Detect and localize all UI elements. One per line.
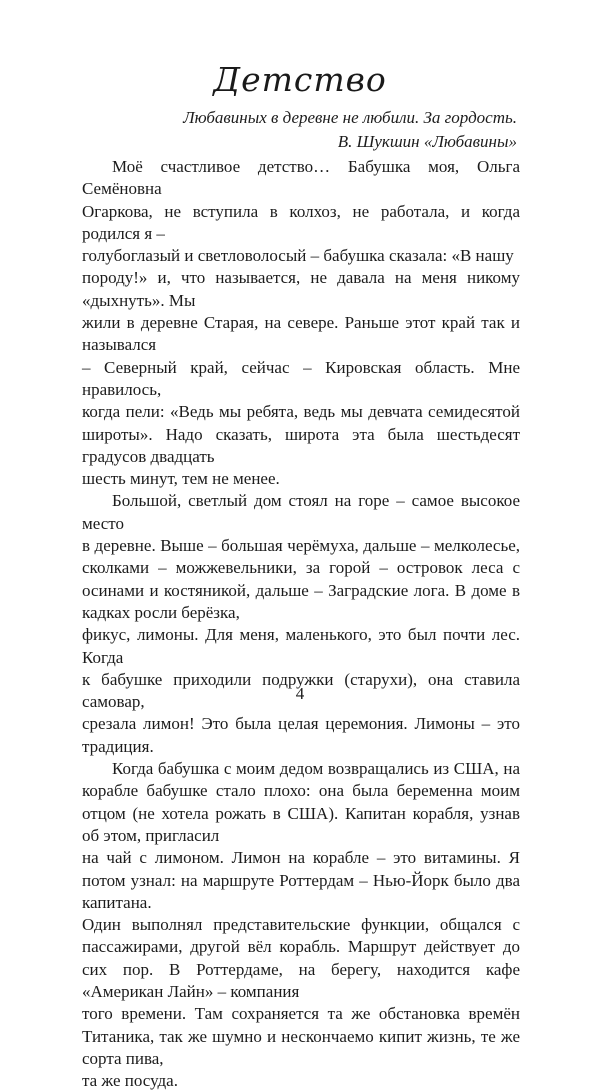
page-number: 4 xyxy=(295,684,305,703)
chapter-title: Детство xyxy=(213,60,387,99)
body-text xyxy=(82,156,520,1092)
paragraph: Большой, светлый дом стоял на горе – самое высокое место в деревне. Выше – большая черёмуха, дальше – мелколесье, сколками – можжевельники, за горой – островок леса с осинами и костяникой, дальше – Заградские лога. В доме в кадках росли берёзка, фикус, лимоны. Для меня, маленького, это был почти лес. Когда к бабушке приходили подружки (старухи), она ставила самовар, срезала лимон! Это была целая церемония. Лимоны – это традиция. xyxy=(82,491,520,756)
epigraph-attribution: В. Шукшин «Любавины» xyxy=(337,132,517,151)
epigraph-quote: Любавиных в деревне не любили. За гордость. xyxy=(183,108,517,127)
epigraph xyxy=(97,106,517,154)
paragraph: Моё счастливое детство… Бабушка моя, Ольга Семёновна Огаркова, не вступила в колхоз, не работала, и когда родился я – голубоглазый и светловолосый – бабушка сказала: «В нашу породу!» и, что называется, не давала на меня никому «дыхнуть». Мы жили в деревне Старая, на севере. Раньше этот край так и назывался – Северный край, сейчас – Кировская область. Мне нравилось, когда пели: «Ведь мы ребята, ведь мы девчата семидесятой широты». Надо сказать, широта эта была шестьдесят градусов двадцать шесть минут, тем не менее. xyxy=(82,157,520,489)
paragraph: Когда бабушка с моим дедом возвращались из США, на корабле бабушке стало плохо: она была беременна моим отцом (не хотела рожать в США). Капитан корабля, узнав об этом, пригласил на чай с лимоном. Лимон на корабле – это витамины. Я потом узнал: на маршруте Роттердам – Нью-Йорк было два капитана. Один выполнял представительские функции, общался с пассажирами, другой вёл корабль. Маршрут действует до сих пор. В Роттердаме, на берегу, находится кафе «Американ Лайн» – компания того времени. Там сохраняется та же обстановка времён Титаника, так же шумно и нескончаемо кипит жизнь, те же сорта пива, та же посуда. xyxy=(82,759,520,1091)
